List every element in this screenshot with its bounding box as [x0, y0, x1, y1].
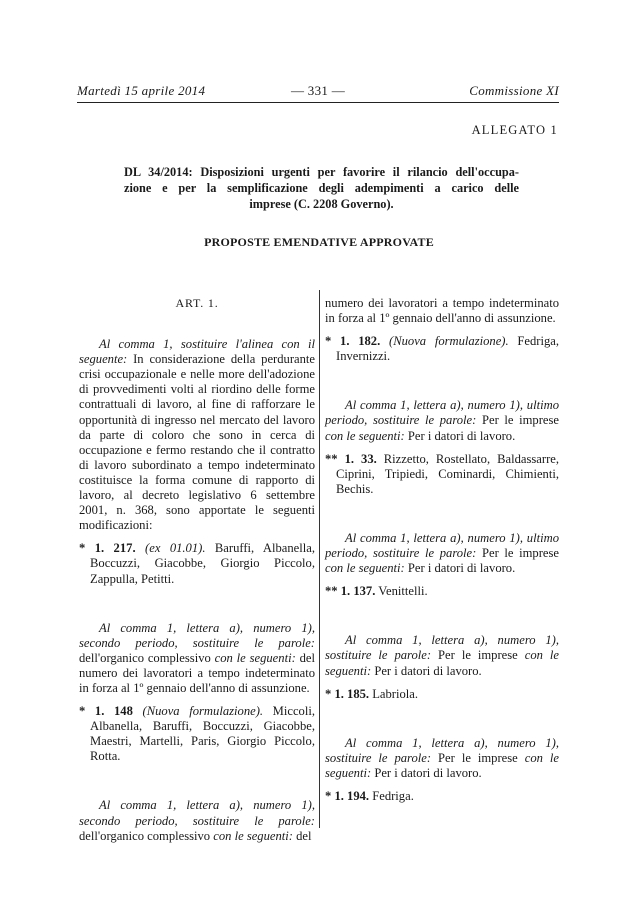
instruction-italic: Al comma 1, sostituire l'alinea con il seguente:	[79, 337, 315, 367]
header-commission: Commissione XI	[469, 83, 559, 98]
instruction-text: Per i datori di lavoro.	[404, 561, 516, 576]
amendment-instruction	[325, 398, 559, 443]
amendment-entry	[325, 789, 559, 804]
instruction-text: dell'organico complessivo	[79, 828, 214, 843]
continued-text: numero dei lavoratori a tempo indeterminato in forza al 1º gennaio dell'anno di assunzione.	[325, 296, 559, 326]
amendment-entry	[79, 704, 315, 764]
instruction-italic: con le seguenti:	[325, 428, 405, 443]
running-header	[77, 83, 559, 101]
amendment-note: (ex 01.01).	[145, 541, 206, 556]
header-rule	[77, 102, 559, 103]
title-line-1: DL 34/2014: Disposizioni urgenti per favorire il rilancio dell'occupa-	[124, 165, 519, 179]
amendment-entry	[79, 541, 315, 586]
page-number: — 331 —	[290, 83, 346, 98]
amendment-number: * 1. 185.	[325, 686, 370, 701]
amendment-instruction	[325, 531, 559, 576]
instruction-text: Per le imprese	[431, 750, 525, 765]
amendment-number: ** 1. 33.	[325, 451, 377, 466]
amendment-instruction	[325, 736, 559, 781]
amendment-signatories: Rizzetto, Rostellato, Baldassarre, Ciprini, Tripiedi, Cominardi, Chimienti, Bechis.	[336, 451, 559, 496]
right-column	[325, 296, 559, 804]
amendment-entry	[325, 452, 559, 497]
instruction-italic: con le seguenti:	[213, 828, 293, 843]
instruction-italic: Al comma 1, lettera a), numero 1), secondo periodo, sostituire le parole:	[79, 620, 315, 650]
instruction-italic: con le seguenti:	[325, 750, 560, 780]
amendment-signatories: Venittelli.	[375, 584, 428, 599]
amendment-signatories: Miccoli, Albanella, Baruffi, Boccuzzi, Giacobbe, Maestri, Martelli, Paris, Giorgio Piccolo, Rotta.	[90, 704, 315, 764]
instruction-italic: Al comma 1, lettera a), numero 1), sostituire le parole:	[325, 633, 559, 663]
instruction-text: Per le imprese	[476, 546, 559, 561]
instruction-text: Per le imprese	[431, 648, 525, 663]
amendment-number: * 1. 182.	[325, 334, 381, 349]
allegato-label: ALLEGATO 1	[471, 123, 558, 137]
column-divider	[319, 290, 320, 828]
instruction-italic: con le seguenti:	[325, 561, 405, 576]
left-column	[79, 296, 315, 844]
instruction-italic: Al comma 1, lettera a), numero 1), sostituire le parole:	[325, 735, 559, 765]
amendment-entry	[325, 687, 559, 702]
amendment-entry	[325, 334, 559, 364]
amendment-signatories: Fedriga, Invernizzi.	[336, 334, 559, 364]
instruction-text: In considerazione della perdurante crisi occupazionale e nelle more dell'adozione di provvedimenti volti al riordino delle forme contrattuali di lavoro, al fine di rafforzare le opportunità di ingresso nel mercato del lavoro da parte di coloro che sono in cerca di occupazione e fermo restando che il contratto di lavoro subordinato a tempo indeterminato costituisce la forma comune di rapporto di lavoro, al decreto legislativo 6 settembre 2001, n. 368, sono apportate le seguenti modificazioni:	[79, 352, 315, 533]
instruction-italic: Al comma 1, lettera a), numero 1), secondo periodo, sostituire le parole:	[79, 798, 315, 828]
instruction-text: del	[292, 828, 312, 843]
instruction-italic: Al comma 1, lettera a), numero 1), ultimo periodo, sostituire le parole:	[325, 398, 559, 428]
instruction-italic: con le seguenti:	[325, 648, 560, 678]
instruction-text: Per i datori di lavoro.	[371, 663, 482, 678]
amendment-instruction	[79, 798, 315, 843]
instruction-text: Per i datori di lavoro.	[404, 428, 516, 443]
amendment-entry	[325, 584, 559, 599]
amendment-number: * 1. 194.	[325, 788, 370, 803]
title-line-3: imprese (C. 2208 Governo).	[249, 197, 394, 211]
amendment-instruction	[79, 337, 315, 533]
amendment-note: (Nuova formulazione).	[389, 334, 509, 349]
document-title	[124, 164, 519, 212]
amendment-instruction	[325, 633, 559, 678]
amendment-signatories: Baruffi, Albanella, Boccuzzi, Giacobbe, Giorgio Piccolo, Zappulla, Petitti.	[90, 541, 316, 586]
amendment-number: ** 1. 137.	[325, 584, 376, 599]
header-date: Martedì 15 aprile 2014	[77, 83, 206, 98]
instruction-text: Per i datori di lavoro.	[371, 765, 482, 780]
instruction-text: Per le imprese	[476, 413, 559, 428]
article-heading: ART. 1.	[175, 296, 219, 310]
instruction-italic: con le seguenti:	[214, 650, 296, 665]
amendment-signatories: Fedriga.	[369, 788, 414, 803]
amendment-number: * 1. 217.	[79, 541, 136, 556]
instruction-text: dell'organico complessivo	[79, 650, 215, 665]
instruction-italic: Al comma 1, lettera a), numero 1), ultimo periodo, sostituire le parole:	[325, 530, 559, 561]
amendment-instruction	[79, 621, 315, 696]
title-line-2: zione e per la semplificazione degli adempimenti a carico delle	[124, 181, 519, 195]
amendment-signatories: Labriola.	[369, 686, 419, 701]
amendment-note: (Nuova formulazione).	[142, 704, 264, 719]
amendment-number: * 1. 148	[79, 704, 133, 719]
instruction-text: del numero dei lavoratori a tempo indeterminato in forza al 1º gennaio dell'anno di assunzione.	[79, 650, 315, 695]
section-subtitle: PROPOSTE EMENDATIVE APPROVATE	[204, 235, 434, 249]
